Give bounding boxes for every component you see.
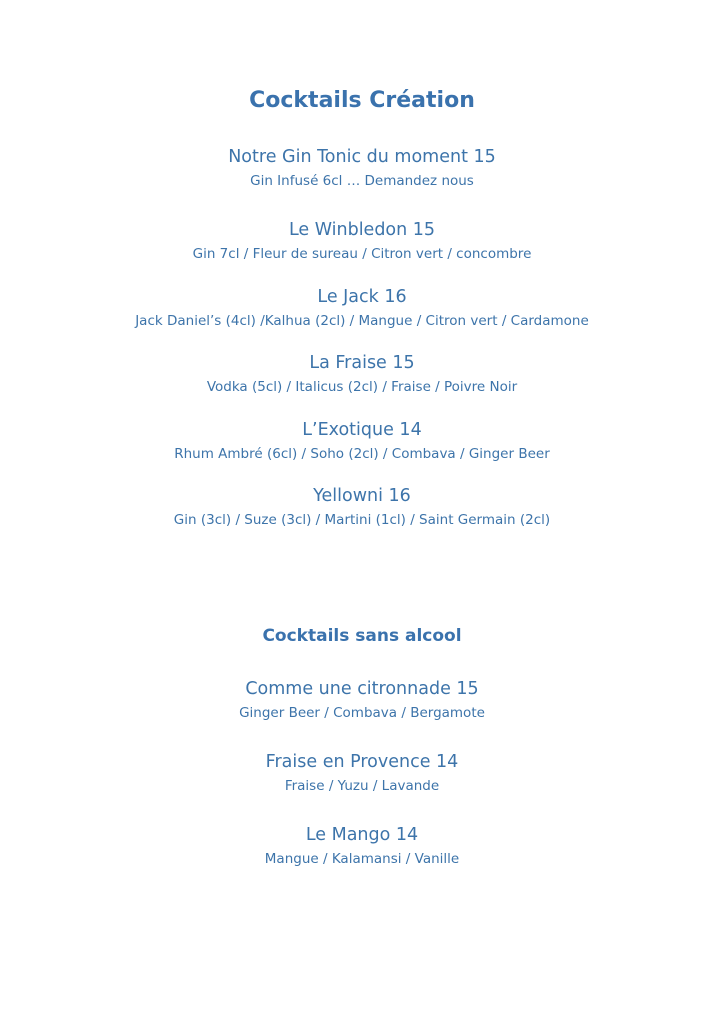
mocktail-name: Le Mango 14 — [305, 825, 419, 845]
cocktail-name: Notre Gin Tonic du moment 15 — [228, 147, 496, 167]
mocktail-name: Fraise en Provence 14 — [265, 752, 459, 772]
mocktail-name: Comme une citronnade 15 — [245, 679, 479, 699]
cocktail-description: Vodka (5cl) / Italicus (2cl) / Fraise / Poivre Noir — [206, 379, 518, 395]
mocktail-description: Ginger Beer / Combava / Bergamote — [239, 705, 485, 721]
cocktail-description: Gin (3cl) / Suze (3cl) / Martini (1cl) / Saint Germain (2cl) — [173, 512, 551, 528]
cocktail-description: Rhum Ambré (6cl) / Soho (2cl) / Combava / Ginger Beer — [174, 446, 550, 462]
cocktail-name: Le Jack 16 — [317, 287, 407, 307]
cocktail-description: Gin Infusé 6cl … Demandez nous — [250, 173, 474, 189]
cocktail-description: Gin 7cl / Fleur de sureau / Citron vert / concombre — [192, 246, 532, 262]
cocktail-name: La Fraise 15 — [309, 353, 415, 373]
cocktail-name: Le Winbledon 15 — [288, 220, 436, 240]
section-title-sans-alcool: Cocktails sans alcool — [262, 626, 462, 646]
mocktail-description: Mangue / Kalamansi / Vanille — [264, 851, 460, 867]
mocktail-description: Fraise / Yuzu / Lavande — [284, 778, 440, 794]
cocktail-name: Yellowni 16 — [313, 486, 411, 506]
section-title-creation: Cocktails Création — [249, 88, 475, 113]
cocktail-name: L’Exotique 14 — [302, 420, 422, 440]
cocktail-description: Jack Daniel’s (4cl) /Kalhua (2cl) / Mangue / Citron vert / Cardamone — [135, 313, 589, 329]
